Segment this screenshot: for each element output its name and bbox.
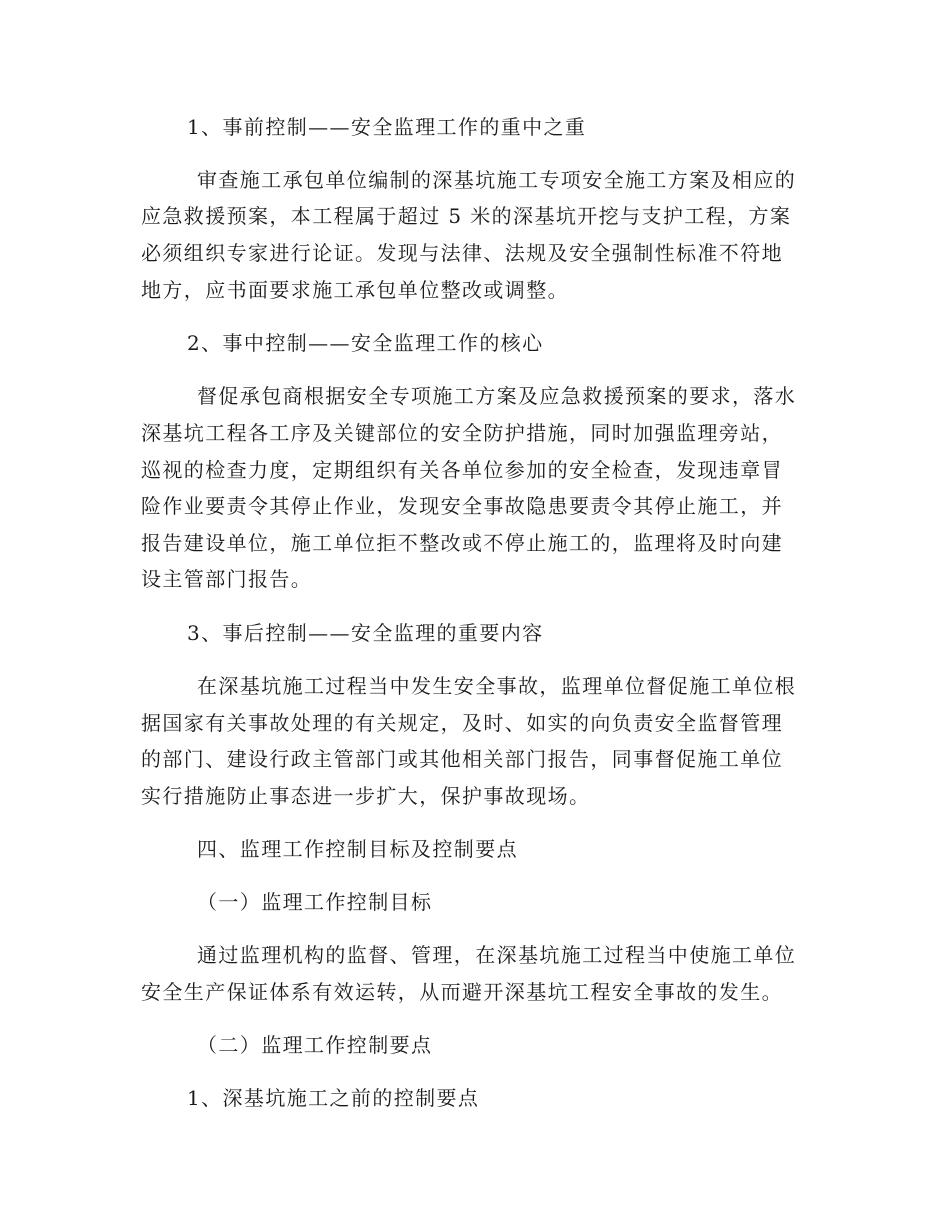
heading-post-control: 3、事后控制——安全监理的重要内容 [187,621,544,645]
paragraph-line: 实行措施防止事态进一步扩大，保护事故现场。 [141,784,591,808]
paragraph-line: 地方，应书面要求施工承包单位整改或调整。 [141,278,569,302]
section-heading-four: 四、监理工作控制目标及控制要点 [197,837,518,861]
paragraph-line: 据国家有关事故处理的有关规定，及时、如实的向负责安全监督管理 [141,711,783,735]
paragraph-line: 督促承包商根据安全专项施工方案及应急救援预案的要求，落水 [197,384,797,408]
paragraph-line: 险作业要责令其停止作业，发现安全事故隐患要责令其停止施工，并 [141,494,783,518]
heading-pre-control: 1、事前控制——安全监理工作的重中之重 [187,115,587,139]
paragraph-line: 在深基坑施工过程当中发生安全事故，监理单位督促施工单位根 [197,674,797,698]
paragraph-line: 深基坑工程各工序及关键部位的安全防护措施，同时加强监理旁站， [141,421,783,445]
paragraph-line: 审查施工承包单位编制的深基坑施工专项安全施工方案及相应的 [197,168,797,192]
paragraph-line: 报告建设单位，施工单位拒不整改或不停止施工的，监理将及时向建 [141,531,783,555]
paragraph-line: 通过监理机构的监督、管理，在深基坑施工过程当中使施工单位 [197,943,797,967]
paragraph-line: 安全生产保证体系有效运转，从而避开深基坑工程安全事故的发生。 [141,980,783,1004]
heading-in-control: 2、事中控制——安全监理工作的核心 [187,331,544,355]
subheading-targets: （一）监理工作控制目标 [197,890,433,914]
heading-before-construction: 1、深基坑施工之前的控制要点 [187,1086,480,1110]
paragraph-line: 巡视的检查力度，定期组织有关各单位参加的安全检查，发现违章冒 [141,458,783,482]
subheading-key-points: （二）监理工作控制要点 [197,1033,433,1057]
paragraph-line: 设主管部门报告。 [141,567,313,591]
paragraph-line: 的部门、建设行政主管部门或其他相关部门报告，同事督促施工单位 [141,747,783,771]
paragraph-line: 必须组织专家进行论证。发现与法律、法规及安全强制性标准不符地 [141,241,783,265]
paragraph-line: 应急救援预案，本工程属于超过 5 米的深基坑开挖与支护工程，方案 [141,204,792,228]
